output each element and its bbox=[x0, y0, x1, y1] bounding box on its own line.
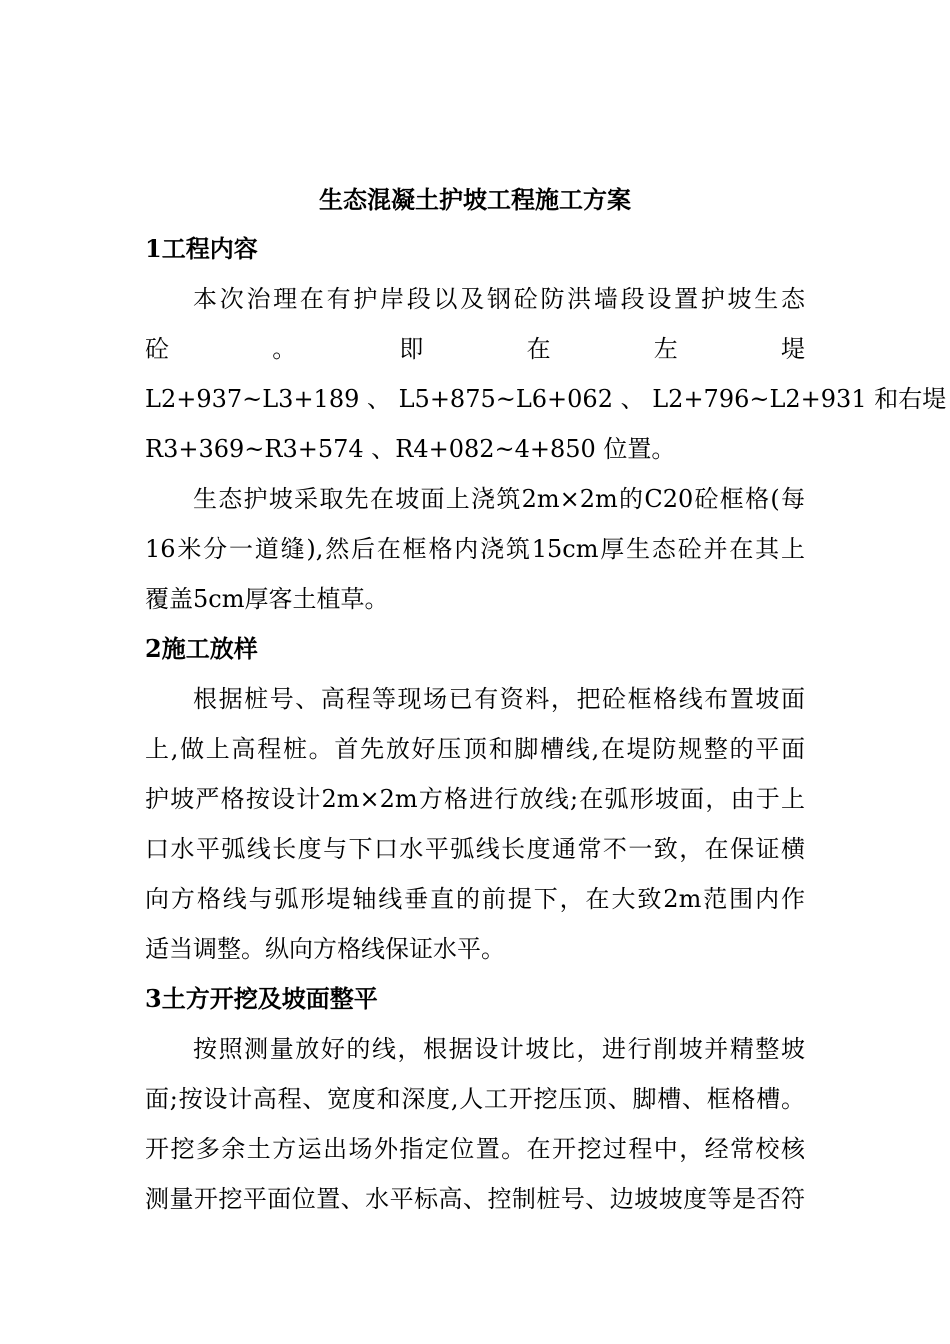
section-heading-3: 3土方开挖及坡面整平 bbox=[145, 984, 378, 1013]
paragraph-line: 砼 。 即 在 左 堤 bbox=[145, 335, 805, 363]
section-heading-2: 2施工放样 bbox=[145, 634, 258, 663]
paragraph-line: 向方格线与弧形堤轴线垂直的前提下，在大致2m范围内作 bbox=[145, 885, 805, 913]
paragraph-line: L2+937~L3+189 、 L5+875~L6+062 、 L2+796~L2+931 和右堤 bbox=[145, 385, 947, 413]
paragraph-line: 适当调整。纵向方格线保证水平。 bbox=[145, 935, 505, 963]
paragraph-line: 本次治理在有护岸段以及钢砼防洪墙段设置护坡生态 bbox=[193, 285, 805, 313]
paragraph-line: 生态护坡采取先在坡面上浇筑2m×2m的C20砼框格(每 bbox=[193, 485, 805, 513]
paragraph-line: 口水平弧线长度与下口水平弧线长度通常不一致，在保证横 bbox=[145, 835, 805, 863]
paragraph-line: 16米分一道缝),然后在框格内浇筑15cm厚生态砼并在其上 bbox=[145, 535, 805, 563]
paragraph-line: 覆盖5cm厚客土植草。 bbox=[145, 585, 389, 613]
paragraph-line: R3+369~R3+574 、R4+082~4+850 位置。 bbox=[145, 435, 676, 463]
section-heading-1: 1工程内容 bbox=[145, 234, 258, 263]
paragraph-line: 面;按设计高程、宽度和深度,人工开挖压顶、脚槽、框格槽。 bbox=[145, 1085, 805, 1113]
paragraph-line: 测量开挖平面位置、水平标高、控制桩号、边坡坡度等是否符 bbox=[145, 1185, 805, 1213]
paragraph-line: 护坡严格按设计2m×2m方格进行放线;在弧形坡面，由于上 bbox=[145, 785, 805, 813]
paragraph-line: 根据桩号、高程等现场已有资料，把砼框格线布置坡面 bbox=[193, 685, 805, 713]
document-title: 生态混凝土护坡工程施工方案 bbox=[319, 185, 631, 214]
paragraph-line: 按照测量放好的线，根据设计坡比，进行削坡并精整坡 bbox=[193, 1035, 805, 1063]
paragraph-line: 上,做上高程桩。首先放好压顶和脚槽线,在堤防规整的平面 bbox=[145, 735, 805, 763]
paragraph-line: 开挖多余土方运出场外指定位置。在开挖过程中，经常校核 bbox=[145, 1135, 805, 1163]
